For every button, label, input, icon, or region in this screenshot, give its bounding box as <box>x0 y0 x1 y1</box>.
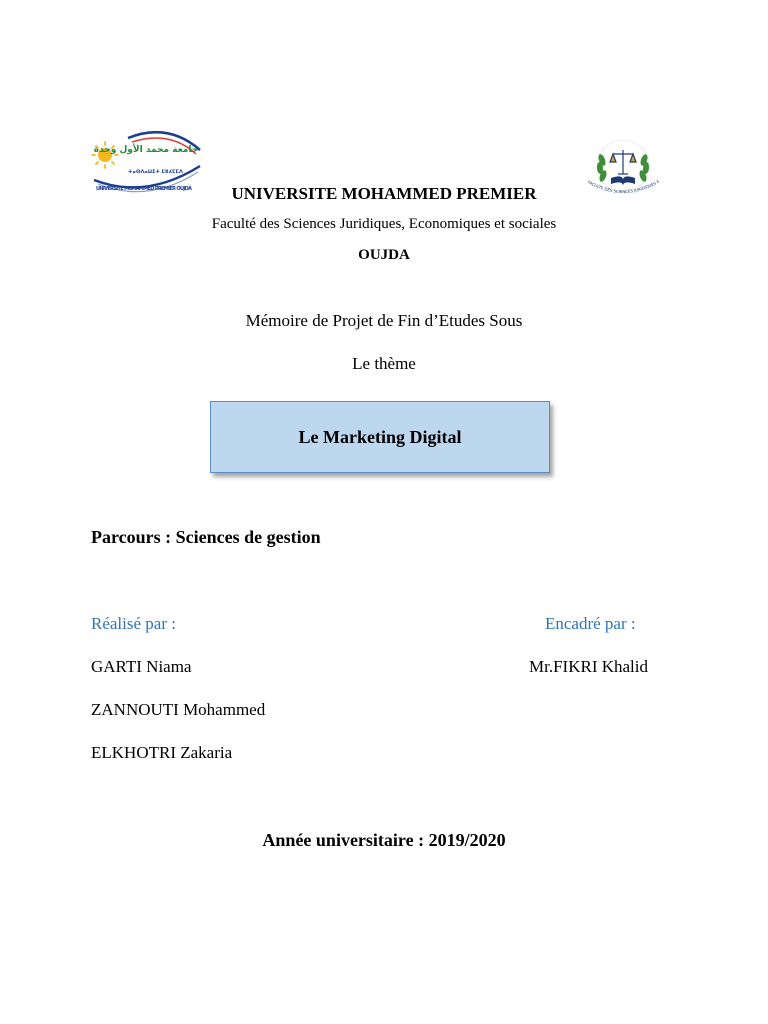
faculty-name: Faculté des Sciences Juridiques, Economiques et sociales <box>211 216 557 232</box>
svg-text:ⵜⴰⵙⴷⴰⵡⵉⵜ ⵎⵓⵃⵎⵎⴷ: ⵜⴰⵙⴷⴰⵡⵉⵜ ⵎⵓⵃⵎⵎⴷ <box>128 169 183 175</box>
svg-text:FACULTE DES SCIENCES JURIDIQUE: FACULTE DES SCIENCES JURIDIQUES E <box>586 178 661 195</box>
theme-title: Le Marketing Digital <box>298 426 462 447</box>
student-name: GARTI Niama <box>91 657 192 676</box>
svg-text:UNIVERSITE MOHAMMED PREMIER OU: UNIVERSITE MOHAMMED PREMIER OUJDA <box>96 186 192 192</box>
city-name: OUJDA <box>358 247 410 263</box>
memoire-subtitle: Mémoire de Projet de Fin d’Etudes Sous <box>245 311 523 330</box>
parcours-line: Parcours : Sciences de gestion <box>91 527 321 547</box>
supervisor-name: Mr.FIKRI Khalid <box>529 657 648 676</box>
student-name: ZANNOUTI Mohammed <box>91 700 266 719</box>
theme-box <box>210 401 550 473</box>
svg-text:جامعة محمد الأول وجدة: جامعة محمد الأول وجدة <box>93 145 199 155</box>
encadre-par-label: Encadré par : <box>545 614 636 633</box>
university-name: UNIVERSITE MOHAMMED PREMIER <box>231 184 537 203</box>
student-name: ELKHOTRI Zakaria <box>91 743 233 762</box>
realise-par-label: Réalisé par : <box>91 614 176 633</box>
academic-year: Année universitaire : 2019/2020 <box>262 830 506 850</box>
theme-label: Le thème <box>352 354 416 373</box>
